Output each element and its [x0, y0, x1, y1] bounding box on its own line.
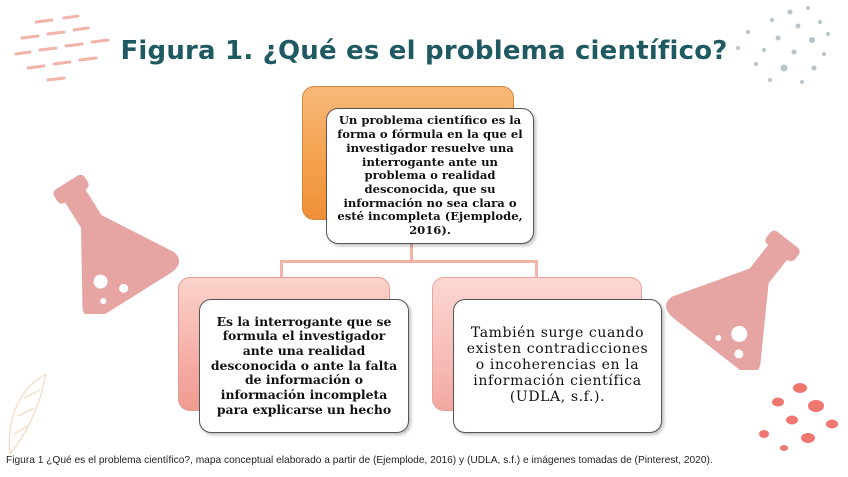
- dot-pattern-red: [748, 378, 844, 456]
- connector-horizontal: [280, 260, 538, 263]
- figure-caption: Figura 1 ¿Qué es el problema científico?, mapa conceptual elaborado a partir de (Ejemplode, 2016) y (UDLA, s.f.) e imágenes tomadas de (Pinterest, 2020).: [6, 455, 713, 466]
- connector-vertical-top: [410, 242, 413, 262]
- flask-icon-right: [660, 220, 826, 370]
- top-node-text: Un problema científico es la forma o fórmula en la que el investigador resuelve una interrogante ante un problema o realidad desconocida, que su información no sea clara o esté incompleta (Ejemplode, 2016).: [337, 113, 523, 237]
- connector-left-drop: [280, 260, 283, 278]
- right-node: [453, 299, 662, 433]
- top-node: [326, 108, 534, 244]
- connector-right-drop: [535, 260, 538, 278]
- page-title: Figura 1. ¿Qué es el problema científico?: [120, 36, 728, 66]
- left-node: [199, 299, 409, 433]
- right-node-text: También surge cuando existen contradicciones o incoherencias en la información científica (UDLA, s.f.).: [466, 325, 649, 405]
- left-node-text: Es la interrogante que se formula el investigador ante una realidad desconocida o ante la falta de información o información incompleta para explicarse un hecho: [210, 313, 398, 417]
- leaf-outline: [0, 368, 70, 458]
- flask-icon-left: [20, 172, 180, 314]
